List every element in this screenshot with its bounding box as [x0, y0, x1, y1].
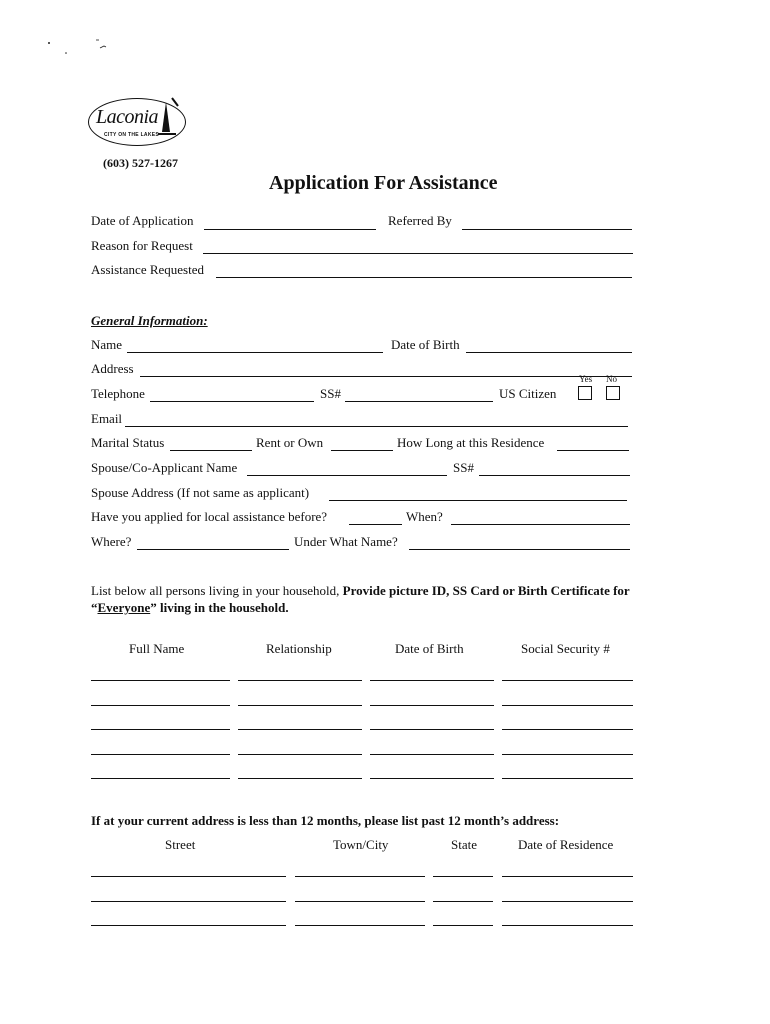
household-col-date-of-birth: Date of Birth [395, 641, 464, 656]
spouse-name-field[interactable] [247, 475, 447, 476]
past-address-row-1-col-3-field[interactable] [433, 876, 493, 877]
household-row-4-col-1-field[interactable] [91, 754, 230, 755]
past-address-col-date-of-residence: Date of Residence [518, 837, 614, 852]
past-address-col-state: State [451, 837, 477, 852]
household-quote-open: “ [91, 600, 98, 615]
household-row-1-col-4-field[interactable] [502, 680, 633, 681]
email-field[interactable] [125, 426, 628, 427]
past-address-row-1-col-2-field[interactable] [295, 876, 425, 877]
where-label: Where? [91, 534, 132, 549]
phone-number: (603) 527-1267 [103, 156, 178, 170]
past-address-row-2-col-1-field[interactable] [91, 901, 286, 902]
rent-or-own-label: Rent or Own [256, 435, 324, 450]
spouse-name-label: Spouse/Co-Applicant Name [91, 460, 238, 475]
city-logo [88, 96, 188, 150]
household-row-4-col-3-field[interactable] [370, 754, 494, 755]
household-instruction-line2 [91, 600, 289, 616]
under-what-name-label: Under What Name? [294, 534, 398, 549]
household-row-3-col-1-field[interactable] [91, 729, 230, 730]
household-col-relationship: Relationship [266, 641, 332, 656]
spouse-ssn-field[interactable] [479, 475, 630, 476]
logo-tagline: CITY ON THE LAKES [104, 132, 160, 138]
address-label: Address [91, 361, 134, 376]
scan-specks [40, 30, 120, 60]
name-label: Name [91, 337, 123, 352]
household-row-5-col-1-field[interactable] [91, 778, 230, 779]
household-col-ssn: Social Security # [521, 641, 610, 656]
how-long-field[interactable] [557, 450, 629, 451]
household-row-2-col-4-field[interactable] [502, 705, 633, 706]
telephone-field[interactable] [150, 401, 314, 402]
yes-label: Yes [579, 374, 593, 384]
past-address-row-2-col-4-field[interactable] [502, 901, 633, 902]
household-row-2-col-2-field[interactable] [238, 705, 362, 706]
where-field[interactable] [137, 549, 289, 550]
past-address-row-3-col-1-field[interactable] [91, 925, 286, 926]
applied-before-label: Have you applied for local assistance before? [91, 509, 328, 524]
past-address-col-town-city: Town/City [333, 837, 389, 852]
household-instruction-rest: ” living in the household. [150, 600, 289, 615]
household-instruction-bold: Provide picture ID, SS Card or Birth Certificate for [342, 583, 630, 598]
when-label: When? [406, 509, 443, 524]
telephone-label: Telephone [91, 386, 145, 401]
date-of-birth-label: Date of Birth [391, 337, 460, 352]
referred-by-field[interactable] [462, 229, 632, 230]
past-address-row-1-col-4-field[interactable] [502, 876, 633, 877]
household-row-1-col-1-field[interactable] [91, 680, 230, 681]
us-citizen-no-checkbox[interactable] [606, 386, 620, 400]
spouse-address-label: Spouse Address (If not same as applicant) [91, 485, 310, 500]
household-col-full-name: Full Name [129, 641, 185, 656]
address-field[interactable] [140, 376, 632, 377]
us-citizen-yes-checkbox[interactable] [578, 386, 592, 400]
household-row-5-col-2-field[interactable] [238, 778, 362, 779]
name-field[interactable] [127, 352, 383, 353]
assistance-requested-field[interactable] [216, 277, 632, 278]
date-of-application-label: Date of Application [91, 213, 194, 228]
spouse-address-field[interactable] [329, 500, 627, 501]
household-instruction-text: List below all persons living in your household, [91, 583, 343, 598]
referred-by-label: Referred By [388, 213, 452, 228]
assistance-requested-label: Assistance Requested [91, 262, 205, 277]
ssn-field[interactable] [345, 401, 493, 402]
under-what-name-field[interactable] [409, 549, 630, 550]
household-row-3-col-3-field[interactable] [370, 729, 494, 730]
ssn-label: SS# [320, 386, 341, 401]
applied-before-field[interactable] [349, 524, 402, 525]
past-address-row-3-col-3-field[interactable] [433, 925, 493, 926]
no-label: No [606, 374, 617, 384]
household-row-2-col-1-field[interactable] [91, 705, 230, 706]
email-label: Email [91, 411, 123, 426]
date-of-birth-field[interactable] [466, 352, 632, 353]
household-row-1-col-2-field[interactable] [238, 680, 362, 681]
past-address-row-3-col-4-field[interactable] [502, 925, 633, 926]
marital-status-field[interactable] [170, 450, 252, 451]
household-row-3-col-2-field[interactable] [238, 729, 362, 730]
past-address-heading: If at your current address is less than 12 months, please list past 12 month’s address: [91, 813, 560, 828]
lighthouse-icon [150, 96, 182, 140]
household-everyone: Everyone [97, 600, 151, 615]
past-address-row-2-col-2-field[interactable] [295, 901, 425, 902]
when-field[interactable] [451, 524, 630, 525]
past-address-row-2-col-3-field[interactable] [433, 901, 493, 902]
us-citizen-label: US Citizen [499, 386, 557, 401]
past-address-row-3-col-2-field[interactable] [295, 925, 425, 926]
rent-or-own-field[interactable] [331, 450, 393, 451]
how-long-label: How Long at this Residence [397, 435, 545, 450]
household-row-5-col-3-field[interactable] [370, 778, 494, 779]
date-of-application-field[interactable] [204, 229, 376, 230]
household-row-2-col-3-field[interactable] [370, 705, 494, 706]
past-address-row-1-col-1-field[interactable] [91, 876, 286, 877]
household-row-1-col-3-field[interactable] [370, 680, 494, 681]
reason-for-request-label: Reason for Request [91, 238, 193, 253]
past-address-col-street: Street [165, 837, 196, 852]
spouse-ssn-label: SS# [453, 460, 474, 475]
household-row-3-col-4-field[interactable] [502, 729, 633, 730]
household-row-5-col-4-field[interactable] [502, 778, 633, 779]
household-row-4-col-2-field[interactable] [238, 754, 362, 755]
marital-status-label: Marital Status [91, 435, 165, 450]
logo-text: Laconia [96, 106, 159, 128]
household-row-4-col-4-field[interactable] [502, 754, 633, 755]
general-information-heading: General Information: [91, 313, 208, 328]
reason-for-request-field[interactable] [203, 253, 633, 254]
page-title: Application For Assistance [269, 172, 498, 194]
household-instruction-line1 [91, 583, 630, 599]
